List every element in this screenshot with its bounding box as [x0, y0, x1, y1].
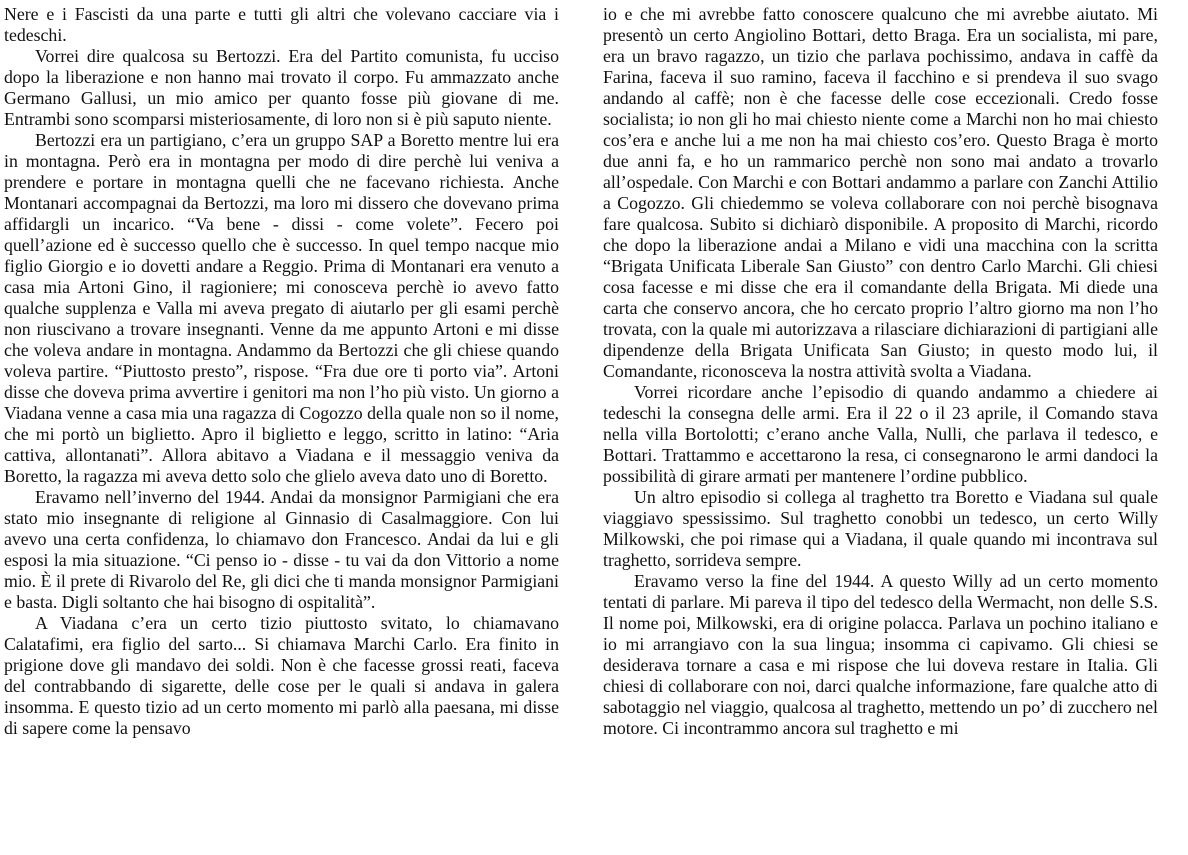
paragraph: Un altro episodio si collega al traghetto tra Boretto e Viadana sul quale viaggiavo spessissimo. Sul traghetto conobbi un tedesco, un certo Willy Milkowski, che poi rimase qui a Viadana, il quale quando mi incontrava sul traghetto, sorrideva sempre. — [603, 487, 1158, 570]
paragraph: Eravamo verso la fine del 1944. A questo Willy ad un certo momento tentati di parlare. Mi pareva il tipo del tedesco della Wermacht, non delle S.S. Il nome poi, Milkowski, era di origine polacca. Parlava un pochino italiano e io mi arrangiavo con la sua lingua; insomma ci capivamo. Gli chiesi se desiderava tornare a casa e mi rispose che lui doveva restare in Italia. Gli chiesi di collaborare con noi, darci qualche informazione, fare qualche atto di sabotaggio nel viaggio, qualcosa al traghetto, mettendo un po’ di zucchero nel motore. Ci incontrammo ancora sul traghetto e mi — [603, 571, 1158, 738]
paragraph: Eravamo nell’inverno del 1944. Andai da monsignor Parmigiani che era stato mio insegnante di religione al Ginnasio di Casalmaggiore. Con lui avevo una certa confidenza, lo chiamavo don Francesco. Andai da lui e gli esposi la mia situazione. “Ci penso io - disse - tu vai da don Vittorio a nome mio. È il prete di Rivarolo del Re, gli dici che ti manda monsignor Parmigiani e basta. Digli soltanto che hai bisogno di ospitalità”. — [4, 487, 559, 612]
right-text-column — [603, 4, 1158, 855]
paragraph: Vorrei ricordare anche l’episodio di quando andammo a chiedere ai tedeschi la consegna delle armi. Era il 22 o il 23 aprile, il Comando stava nella villa Bortolotti; c’erano anche Valla, Nulli, che parlava il tedesco, e Bottari. Trattammo e accettarono la resa, ci consegnarono le armi dandoci la possibilità di girare armati per mantenere l’ordine pubblico. — [603, 382, 1158, 486]
paragraph: A Viadana c’era un certo tizio piuttosto svitato, lo chiamavano Calatafimi, era figlio del sarto... Si chiamava Marchi Carlo. Era finito in prigione dove gli mandavo dei soldi. Non è che facesse grossi reati, faceva del contrabbando di sigarette, delle cose per le quali si andava in galera insomma. E questo tizio ad un certo momento mi parlò alla paesana, mi disse di sapere come la pensavo — [4, 613, 559, 738]
paragraph: io e che mi avrebbe fatto conoscere qualcuno che mi avrebbe aiutato. Mi presentò un certo Angiolino Bottari, detto Braga. Era un socialista, mi pare, era un bravo ragazzo, un tizio che parlava pochissimo, andava in caffè da Farina, faceva il suo ramino, faceva il facchino e si prendeva il suo svago andando al caffè; non è che facesse delle cose eccezionali. Credo fosse socialista; io non gli ho mai chiesto niente come a Marchi non ho mai chiesto cos’era e anche lui a me non ha mai chiesto cos’ero. Questo Braga è morto due anni fa, e ho un rammarico perchè non sono mai andato a trovarlo all’ospedale. Con Marchi e con Bottari andammo a parlare con Zanchi Attilio a Cogozzo. Gli chiedemmo se voleva collaborare con noi perchè bisognava fare qualcosa. Subito si dichiarò disponibile. A proposito di Marchi, ricordo che dopo la liberazione andai a Milano e vidi una macchina con la scritta “Brigata Unificata Liberale San Giusto” con dentro Carlo Marchi. Gli chiesi cosa facesse e mi disse che era il comandante della Brigata. Mi diede una carta che conservo ancora, che ho cercato proprio l’altro giorno ma non l’ho trovata, con la quale mi autorizzava a rilasciare dichiarazioni di partigiani alle dipendenze della Brigata Unificata San Giusto; in questo modo lui, il Comandante, riconosceva la nostra attività svolta a Viadana. — [603, 4, 1158, 381]
paragraph: Vorrei dire qualcosa su Bertozzi. Era del Partito comunista, fu ucciso dopo la liberazione e non hanno mai trovato il corpo. Fu ammazzato anche Germano Gallusi, un mio amico per quanto fosse più giovane di me. Entrambi sono scomparsi misteriosamente, di loro non si è più saputo niente. — [4, 46, 559, 129]
left-text-column — [4, 4, 559, 855]
paragraph: Bertozzi era un partigiano, c’era un gruppo SAP a Boretto mentre lui era in montagna. Però era in montagna per modo di dire perchè lui veniva a prendere e portare in montagna quelli che ne facevano richiesta. Anche Montanari accompagnai da Bertozzi, ma loro mi dissero che dovevano prima affidargli un incarico. “Va bene - dissi - come volete”. Fecero poi quell’azione ed è successo quello che è successo. In quel tempo nacque mio figlio Giorgio e io dovetti andare a Reggio. Prima di Montanari era venuto a casa mia Artoni Gino, il ragioniere; mi conosceva perchè io avevo fatto qualche supplenza e Valla mi aveva pregato di aiutarlo per gli esami perchè non riuscivano a trovare insegnanti. Venne da me appunto Artoni e mi disse che voleva andare in montagna. Andammo da Bertozzi che gli chiese quando voleva partire. “Piuttosto presto”, rispose. “Fra due ore ti porto via”. Artoni disse che doveva prima avvertire i genitori ma non l’ho più visto. Un giorno a Viadana venne a casa mia una ragazza di Cogozzo della quale non so il nome, che mi portò un biglietto. Apro il biglietto e leggo, scritto in latino: “Aria cattiva, allontanati”. Allora abitavo a Viadana e il messaggio veniva da Boretto, la ragazza mi aveva detto solo che glielo aveva dato uno di Boretto. — [4, 130, 559, 486]
paragraph: Nere e i Fascisti da una parte e tutti gli altri che volevano cacciare via i tedeschi. — [4, 4, 559, 45]
